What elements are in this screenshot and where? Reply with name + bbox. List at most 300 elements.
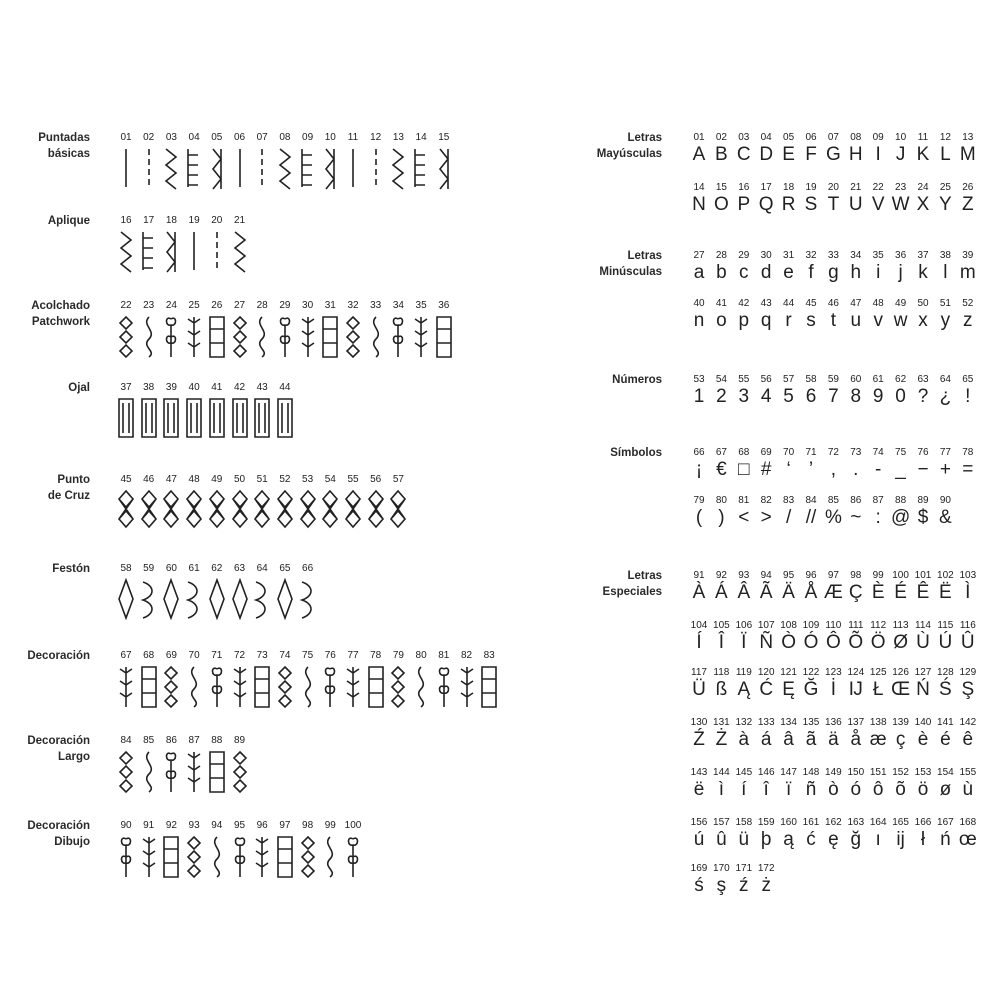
stitch-number: 02 bbox=[143, 132, 155, 143]
stitch-pattern[interactable] bbox=[116, 487, 136, 533]
stitch-pattern[interactable] bbox=[207, 663, 227, 709]
letter-glyph[interactable]: % bbox=[824, 507, 842, 528]
stitch-pattern[interactable] bbox=[388, 145, 408, 191]
letter-glyph[interactable]: O bbox=[714, 194, 729, 215]
stitch-pattern[interactable] bbox=[320, 313, 340, 359]
letter-glyph[interactable]: Ä bbox=[782, 582, 795, 603]
letter-number: 05 bbox=[783, 132, 795, 143]
letter-glyph[interactable]: 5 bbox=[783, 386, 794, 407]
stitch-pattern[interactable] bbox=[184, 833, 204, 879]
letter-glyph[interactable]: _ bbox=[895, 459, 906, 480]
stitch-pattern[interactable] bbox=[184, 395, 204, 441]
stitch-pattern[interactable] bbox=[230, 395, 250, 441]
letter-glyph[interactable]: . bbox=[853, 459, 859, 480]
letter-glyph[interactable]: í bbox=[741, 779, 747, 800]
stitch-pattern[interactable] bbox=[275, 663, 295, 709]
letter-glyph[interactable]: Ź bbox=[693, 729, 705, 750]
letter-glyph[interactable]: H bbox=[848, 144, 863, 165]
letter-glyph[interactable]: þ bbox=[760, 829, 772, 850]
letter-glyph[interactable]: ô bbox=[872, 779, 884, 800]
letter-glyph[interactable]: Å bbox=[804, 582, 818, 603]
letter-glyph[interactable]: t bbox=[830, 310, 837, 331]
letter-glyph[interactable]: ! bbox=[965, 386, 971, 407]
letter-glyph[interactable]: 8 bbox=[850, 386, 862, 407]
letter-glyph[interactable]: Œ bbox=[891, 679, 911, 700]
letter-glyph[interactable]: F bbox=[805, 144, 817, 165]
letter-glyph[interactable]: j bbox=[898, 262, 903, 283]
letter-glyph[interactable]: Q bbox=[758, 194, 774, 215]
stitch-pattern[interactable] bbox=[411, 145, 431, 191]
stitch-pattern[interactable] bbox=[139, 576, 159, 622]
letter-number: 72 bbox=[827, 447, 839, 458]
stitch-pattern[interactable] bbox=[275, 576, 295, 622]
stitch-pattern[interactable] bbox=[184, 145, 204, 191]
letter-glyph[interactable]: s bbox=[806, 310, 816, 331]
letter-glyph[interactable]: ß bbox=[715, 679, 728, 700]
letter-glyph[interactable]: x bbox=[918, 310, 928, 331]
letter-glyph[interactable]: Ń bbox=[916, 679, 930, 700]
letter-glyph[interactable]: Ü bbox=[692, 679, 706, 700]
letter-glyph[interactable]: ą bbox=[783, 829, 794, 850]
stitch-pattern[interactable] bbox=[320, 145, 340, 191]
letter-glyph[interactable]: é bbox=[940, 729, 951, 750]
letter-glyph[interactable]: Ş bbox=[961, 679, 975, 700]
letter-glyph[interactable]: w bbox=[893, 310, 908, 331]
letter-glyph[interactable]: õ bbox=[895, 779, 906, 800]
letter-glyph[interactable]: ś bbox=[694, 875, 704, 896]
stitch-pattern[interactable] bbox=[275, 487, 295, 533]
letter-glyph[interactable]: d bbox=[760, 262, 772, 283]
letter-glyph[interactable]: - bbox=[875, 459, 882, 480]
stitch-pattern[interactable] bbox=[320, 487, 340, 533]
letter-glyph[interactable]: D bbox=[759, 144, 774, 165]
letter-glyph[interactable]: î bbox=[763, 779, 769, 800]
stitch-pattern[interactable] bbox=[184, 313, 204, 359]
stitch-pattern[interactable] bbox=[230, 487, 250, 533]
stitch-pattern[interactable] bbox=[366, 663, 386, 709]
stitch-pattern[interactable] bbox=[230, 576, 250, 622]
letter-glyph[interactable]: J bbox=[895, 144, 906, 165]
letter-glyph[interactable]: K bbox=[916, 144, 930, 165]
stitch-pattern[interactable] bbox=[230, 145, 250, 191]
stitch-pattern[interactable] bbox=[230, 313, 250, 359]
letter-glyph[interactable]: a bbox=[693, 262, 705, 283]
stitch-pattern[interactable] bbox=[207, 487, 227, 533]
letter-glyph[interactable]: Ô bbox=[826, 632, 841, 653]
letter-glyph[interactable]: 3 bbox=[738, 386, 750, 407]
stitch-pattern[interactable] bbox=[184, 576, 204, 622]
stitch-pattern[interactable] bbox=[252, 487, 272, 533]
stitch-pattern[interactable] bbox=[184, 663, 204, 709]
stitch-pattern[interactable] bbox=[366, 487, 386, 533]
letter-glyph[interactable]: ? bbox=[917, 386, 929, 407]
letter-glyph[interactable]: @ bbox=[890, 507, 911, 528]
letter-glyph[interactable]: ż bbox=[761, 875, 771, 896]
letter-glyph[interactable]: è bbox=[917, 729, 929, 750]
letter-glyph[interactable]: 9 bbox=[872, 386, 884, 407]
letter-glyph[interactable]: C bbox=[736, 144, 751, 165]
letter-glyph[interactable]: å bbox=[850, 729, 862, 750]
letter-glyph[interactable]: 4 bbox=[760, 386, 772, 407]
stitch-pattern[interactable] bbox=[275, 145, 295, 191]
letter-glyph[interactable]: ã bbox=[805, 729, 817, 750]
letter-glyph[interactable]: Ï bbox=[741, 632, 747, 653]
stitch-pattern-icon bbox=[298, 487, 318, 533]
stitch-number: 58 bbox=[120, 563, 132, 574]
letter-number: 50 bbox=[917, 298, 929, 309]
letter-glyph[interactable]: æ bbox=[869, 729, 887, 750]
letter-glyph[interactable]: ę bbox=[828, 829, 839, 850]
letter-glyph[interactable]: W bbox=[891, 194, 910, 215]
letter-number: 12 bbox=[939, 132, 951, 143]
letter-glyph[interactable]: = bbox=[962, 459, 974, 480]
letter-glyph[interactable]: Ę bbox=[782, 679, 795, 700]
stitch-pattern[interactable] bbox=[343, 145, 363, 191]
letter-glyph[interactable]: □ bbox=[738, 459, 750, 480]
stitch-pattern[interactable] bbox=[230, 228, 250, 274]
stitch-pattern[interactable] bbox=[184, 748, 204, 794]
letter-glyph[interactable]: ò bbox=[828, 779, 839, 800]
stitch-pattern[interactable] bbox=[434, 145, 454, 191]
letter-glyph[interactable]: U bbox=[848, 194, 863, 215]
stitch-number: 07 bbox=[256, 132, 268, 143]
letter-glyph[interactable]: − bbox=[917, 459, 929, 480]
letter-glyph[interactable]: À bbox=[692, 582, 706, 603]
stitch-pattern-icon bbox=[343, 833, 363, 879]
letter-glyph[interactable]: Æ bbox=[823, 582, 843, 603]
stitch-pattern[interactable] bbox=[343, 833, 363, 879]
stitch-pattern-icon bbox=[298, 576, 318, 622]
letter-glyph[interactable]: Ó bbox=[803, 632, 819, 653]
stitch-pattern[interactable] bbox=[434, 313, 454, 359]
stitch-pattern[interactable] bbox=[161, 663, 181, 709]
stitch-pattern[interactable] bbox=[139, 663, 159, 709]
stitch-pattern[interactable] bbox=[298, 313, 318, 359]
stitch-pattern[interactable] bbox=[139, 748, 159, 794]
stitch-pattern[interactable] bbox=[161, 748, 181, 794]
letter-glyph[interactable]: ĳ bbox=[896, 829, 905, 850]
stitch-pattern[interactable] bbox=[116, 748, 136, 794]
letter-glyph[interactable]: p bbox=[738, 310, 750, 331]
stitch-pattern[interactable] bbox=[275, 833, 295, 879]
stitch-pattern-icon bbox=[230, 576, 250, 622]
letter-glyph[interactable]: Ć bbox=[759, 679, 774, 700]
letter-glyph[interactable]: Ò bbox=[781, 632, 796, 653]
stitch-pattern[interactable] bbox=[388, 487, 408, 533]
stitch-pattern[interactable] bbox=[139, 145, 159, 191]
stitch-pattern[interactable] bbox=[230, 833, 250, 879]
letter-glyph[interactable]: f bbox=[808, 262, 814, 283]
letter-glyph[interactable]: z bbox=[963, 310, 973, 331]
stitch-pattern[interactable] bbox=[116, 145, 136, 191]
letter-glyph[interactable]: Ø bbox=[893, 632, 908, 653]
letter-glyph[interactable]: ì bbox=[718, 779, 725, 800]
stitch-pattern[interactable] bbox=[298, 487, 318, 533]
stitch-pattern-icon bbox=[343, 487, 363, 533]
letter-glyph[interactable]: e bbox=[783, 262, 794, 283]
letter-number: 109 bbox=[802, 620, 820, 631]
letter-glyph[interactable]: Ğ bbox=[803, 679, 819, 700]
stitch-pattern[interactable] bbox=[411, 663, 431, 709]
letter-glyph[interactable]: M bbox=[959, 144, 976, 165]
letter-glyph[interactable]: I bbox=[875, 144, 881, 165]
letter-number: 172 bbox=[757, 863, 775, 874]
letter-glyph[interactable]: Z bbox=[961, 194, 974, 215]
letter-glyph[interactable]: m bbox=[959, 262, 976, 283]
stitch-pattern-icon bbox=[275, 833, 295, 879]
letter-glyph[interactable]: Ą bbox=[737, 679, 751, 700]
stitch-pattern[interactable] bbox=[116, 313, 136, 359]
letter-glyph[interactable]: Ż bbox=[715, 729, 728, 750]
letter-glyph[interactable]: T bbox=[827, 194, 840, 215]
letter-number: 99 bbox=[872, 570, 884, 581]
letter-glyph[interactable]: Ù bbox=[916, 632, 930, 653]
letter-glyph[interactable]: k bbox=[918, 262, 928, 283]
stitch-pattern[interactable] bbox=[298, 576, 318, 622]
letter-glyph[interactable]: Y bbox=[939, 194, 952, 215]
letter-glyph[interactable]: Ê bbox=[916, 582, 930, 603]
letter-glyph[interactable]: ź bbox=[739, 875, 749, 896]
letter-glyph[interactable]: ç bbox=[895, 729, 906, 750]
letter-glyph[interactable]: q bbox=[760, 310, 772, 331]
stitch-pattern[interactable] bbox=[161, 395, 181, 441]
letter-glyph[interactable]: n bbox=[693, 310, 705, 331]
letter-glyph[interactable]: ) bbox=[718, 507, 725, 528]
stitch-pattern[interactable] bbox=[252, 663, 272, 709]
letter-glyph[interactable]: È bbox=[871, 582, 885, 603]
letter-glyph[interactable]: V bbox=[871, 194, 885, 215]
stitch-pattern[interactable] bbox=[116, 833, 136, 879]
letter-glyph[interactable]: P bbox=[737, 194, 751, 215]
stitch-number: 95 bbox=[233, 820, 246, 831]
letter-glyph[interactable]: // bbox=[805, 507, 817, 528]
stitch-pattern[interactable] bbox=[139, 487, 159, 533]
letter-glyph[interactable]: ~ bbox=[850, 507, 862, 528]
stitch-pattern[interactable] bbox=[207, 748, 227, 794]
letter-number: 17 bbox=[760, 182, 772, 193]
stitch-pattern[interactable] bbox=[366, 145, 386, 191]
stitch-pattern[interactable] bbox=[207, 145, 227, 191]
stitch-pattern[interactable] bbox=[207, 833, 227, 879]
letter-glyph[interactable]: à bbox=[738, 729, 750, 750]
letter-glyph[interactable]: Ĳ bbox=[848, 679, 863, 700]
letter-glyph[interactable]: b bbox=[716, 262, 727, 283]
stitch-number: 61 bbox=[188, 563, 200, 574]
letter-glyph[interactable]: ä bbox=[828, 729, 839, 750]
letter-glyph[interactable]: ı bbox=[875, 829, 881, 850]
letter-glyph[interactable]: € bbox=[716, 459, 727, 480]
letter-glyph[interactable]: ø bbox=[939, 779, 952, 800]
stitch-number: 50 bbox=[233, 474, 246, 485]
letter-glyph[interactable]: Ñ bbox=[759, 632, 774, 653]
letter-glyph[interactable]: R bbox=[781, 194, 796, 215]
letter-glyph[interactable]: L bbox=[940, 144, 951, 165]
letter-glyph[interactable]: Ö bbox=[870, 632, 886, 653]
letter-glyph[interactable]: ñ bbox=[805, 779, 817, 800]
stitch-pattern[interactable] bbox=[388, 663, 408, 709]
stitch-pattern[interactable] bbox=[184, 487, 204, 533]
letter-glyph[interactable]: ù bbox=[962, 779, 974, 800]
letter-glyph[interactable]: û bbox=[716, 829, 727, 850]
stitch-pattern[interactable] bbox=[252, 576, 272, 622]
letter-glyph[interactable]: N bbox=[692, 194, 706, 215]
letter-glyph[interactable]: 6 bbox=[805, 386, 817, 407]
letter-glyph[interactable]: ï bbox=[785, 779, 792, 800]
stitch-pattern[interactable] bbox=[230, 663, 250, 709]
stitch-pattern[interactable] bbox=[139, 228, 159, 274]
letter-glyph[interactable]: Ł bbox=[872, 679, 884, 700]
stitch-pattern[interactable] bbox=[366, 313, 386, 359]
stitch-pattern[interactable] bbox=[457, 663, 477, 709]
letter-glyph[interactable]: ğ bbox=[850, 829, 862, 850]
letter-glyph[interactable]: Ś bbox=[939, 679, 952, 700]
letter-glyph[interactable]: ê bbox=[962, 729, 974, 750]
stitch-pattern[interactable] bbox=[184, 228, 204, 274]
letter-glyph[interactable]: 1 bbox=[693, 386, 705, 407]
stitch-number: 86 bbox=[165, 735, 177, 746]
letter-glyph[interactable]: ë bbox=[693, 779, 705, 800]
letter-glyph[interactable]: œ bbox=[958, 829, 977, 850]
letter-glyph[interactable]: + bbox=[939, 459, 951, 480]
letter-glyph[interactable]: h bbox=[850, 262, 862, 283]
letter-glyph[interactable]: ’ bbox=[808, 459, 814, 480]
stitch-pattern[interactable] bbox=[207, 395, 227, 441]
stitch-pattern[interactable] bbox=[298, 145, 318, 191]
letter-glyph[interactable]: u bbox=[850, 310, 862, 331]
letter-glyph[interactable]: Î bbox=[718, 632, 725, 653]
stitch-number: 75 bbox=[302, 650, 314, 661]
stitch-pattern[interactable] bbox=[161, 487, 181, 533]
letter-glyph[interactable]: o bbox=[716, 310, 727, 331]
stitch-pattern[interactable] bbox=[139, 833, 159, 879]
letter-glyph[interactable]: ń bbox=[940, 829, 951, 850]
stitch-pattern[interactable] bbox=[161, 145, 181, 191]
stitch-pattern[interactable] bbox=[161, 576, 181, 622]
letter-glyph[interactable]: , bbox=[830, 459, 837, 480]
stitch-pattern[interactable] bbox=[275, 313, 295, 359]
stitch-pattern[interactable] bbox=[320, 833, 340, 879]
letter-glyph[interactable]: l bbox=[943, 262, 948, 283]
stitch-pattern[interactable] bbox=[388, 313, 408, 359]
letter-glyph[interactable]: & bbox=[939, 507, 952, 528]
letter-glyph[interactable]: Á bbox=[715, 582, 728, 603]
letter-number: 111 bbox=[848, 620, 864, 631]
letter-glyph[interactable]: B bbox=[715, 144, 728, 165]
letter-glyph[interactable]: v bbox=[873, 310, 883, 331]
letter-glyph[interactable]: 0 bbox=[895, 386, 906, 407]
letter-glyph[interactable]: ć bbox=[806, 829, 816, 850]
stitch-pattern[interactable] bbox=[139, 313, 159, 359]
stitch-pattern[interactable] bbox=[207, 313, 227, 359]
letter-glyph[interactable]: ¿ bbox=[939, 386, 952, 407]
letter-glyph[interactable]: : bbox=[875, 507, 881, 528]
letter-glyph[interactable]: G bbox=[826, 144, 841, 165]
letter-glyph[interactable]: X bbox=[916, 194, 930, 215]
letter-glyph[interactable]: ú bbox=[693, 829, 705, 850]
stitch-pattern[interactable] bbox=[116, 395, 136, 441]
letter-glyph[interactable]: ö bbox=[917, 779, 929, 800]
letter-glyph[interactable]: < bbox=[738, 507, 750, 528]
stitch-pattern[interactable] bbox=[343, 663, 363, 709]
letter-glyph[interactable]: Í bbox=[696, 632, 702, 653]
stitch-pattern[interactable] bbox=[252, 833, 272, 879]
letter-glyph[interactable]: 7 bbox=[828, 386, 839, 407]
stitch-pattern[interactable] bbox=[207, 228, 227, 274]
letter-glyph[interactable]: / bbox=[785, 507, 792, 528]
stitch-number: 42 bbox=[233, 382, 246, 393]
stitch-pattern[interactable] bbox=[116, 228, 136, 274]
letter-glyph[interactable]: ş bbox=[716, 875, 727, 896]
letter-glyph[interactable]: ó bbox=[850, 779, 862, 800]
letter-glyph[interactable]: 2 bbox=[716, 386, 727, 407]
stitch-pattern[interactable] bbox=[434, 663, 454, 709]
stitch-pattern-icon bbox=[116, 313, 136, 359]
letter-glyph[interactable]: É bbox=[894, 582, 907, 603]
stitch-pattern[interactable] bbox=[161, 313, 181, 359]
stitch-pattern[interactable] bbox=[320, 663, 340, 709]
stitch-pattern[interactable] bbox=[252, 145, 272, 191]
letter-glyph[interactable]: â bbox=[783, 729, 794, 750]
letter-glyph[interactable]: A bbox=[692, 144, 706, 165]
stitch-pattern[interactable] bbox=[116, 576, 136, 622]
letter-glyph[interactable]: > bbox=[760, 507, 772, 528]
letter-glyph[interactable]: c bbox=[739, 262, 749, 283]
stitch-pattern[interactable] bbox=[275, 395, 295, 441]
stitch-pattern[interactable] bbox=[298, 663, 318, 709]
letter-glyph[interactable]: Ã bbox=[759, 582, 773, 603]
letter-glyph[interactable]: ü bbox=[738, 829, 750, 850]
stitch-pattern-icon bbox=[252, 487, 272, 533]
letter-glyph[interactable]: Ç bbox=[848, 582, 863, 603]
letter-glyph[interactable]: á bbox=[760, 729, 772, 750]
stitch-pattern[interactable] bbox=[116, 663, 136, 709]
letter-glyph[interactable]: E bbox=[782, 144, 795, 165]
stitch-pattern[interactable] bbox=[411, 313, 431, 359]
stitch-pattern[interactable] bbox=[343, 313, 363, 359]
letter-glyph[interactable]: ¡ bbox=[695, 459, 703, 480]
stitch-pattern[interactable] bbox=[161, 228, 181, 274]
letter-glyph[interactable]: Ë bbox=[939, 582, 952, 603]
stitch-pattern[interactable] bbox=[230, 748, 250, 794]
stitch-pattern[interactable] bbox=[343, 487, 363, 533]
letter-glyph[interactable]: Õ bbox=[848, 632, 864, 653]
letter-glyph[interactable]: Û bbox=[960, 632, 975, 653]
letter-glyph[interactable]: İ bbox=[830, 679, 837, 700]
letter-glyph[interactable]: ‘ bbox=[786, 459, 791, 480]
letter-glyph[interactable]: i bbox=[876, 262, 881, 283]
letter-glyph[interactable]: Ì bbox=[965, 582, 971, 603]
stitch-pattern[interactable] bbox=[252, 395, 272, 441]
letter-glyph[interactable]: Â bbox=[737, 582, 751, 603]
letter-glyph[interactable]: # bbox=[760, 459, 772, 480]
letter-glyph[interactable]: y bbox=[940, 310, 951, 331]
letter-glyph[interactable]: r bbox=[785, 310, 792, 331]
letter-number: 23 bbox=[895, 182, 907, 193]
stitch-pattern[interactable] bbox=[479, 663, 499, 709]
stitch-pattern[interactable] bbox=[298, 833, 318, 879]
stitch-pattern[interactable] bbox=[161, 833, 181, 879]
stitch-number: 03 bbox=[165, 132, 177, 143]
letter-glyph[interactable]: ł bbox=[920, 829, 926, 850]
letter-glyph[interactable]: $ bbox=[917, 507, 929, 528]
stitch-pattern[interactable] bbox=[252, 313, 272, 359]
letter-glyph[interactable]: g bbox=[828, 262, 839, 283]
letter-glyph[interactable]: S bbox=[804, 194, 818, 215]
stitch-pattern[interactable] bbox=[139, 395, 159, 441]
letter-glyph[interactable]: ( bbox=[695, 507, 703, 528]
letter-glyph[interactable]: Ú bbox=[938, 632, 953, 653]
stitch-pattern[interactable] bbox=[207, 576, 227, 622]
